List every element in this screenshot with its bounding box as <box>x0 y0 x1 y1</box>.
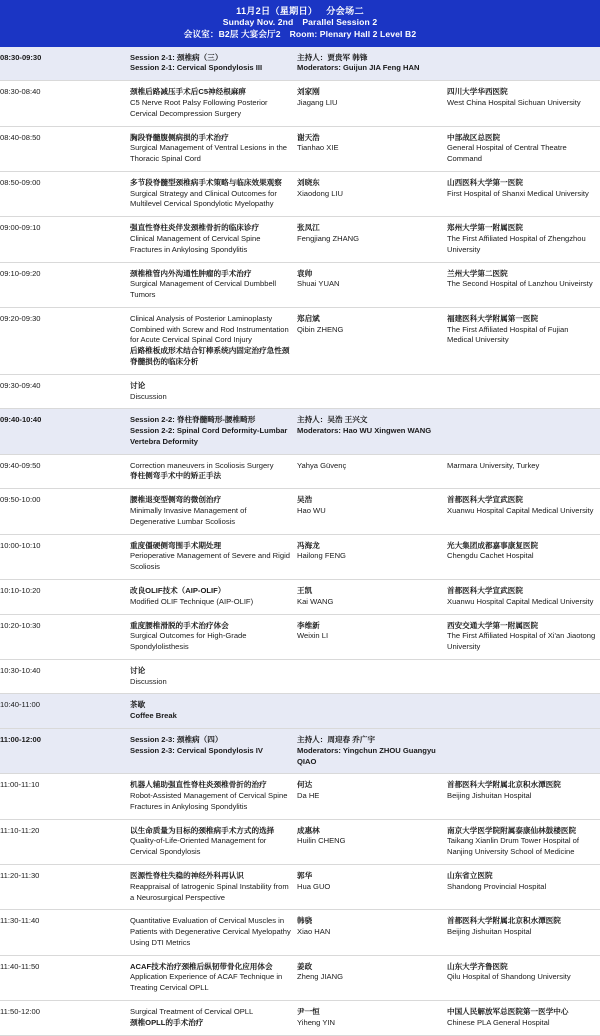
row-speaker <box>297 728 447 773</box>
row-speaker-zh: 姜政 <box>297 961 313 971</box>
row-affiliation-en: Qilu Hospital of Shandong University <box>447 972 571 982</box>
row-time: 10:00-10:10 <box>0 540 41 550</box>
row-title-en: Discussion <box>130 391 167 401</box>
row-affiliation <box>447 1001 600 1036</box>
row-speaker-zh: 张凤江 <box>297 223 320 233</box>
row-affiliation <box>447 126 600 171</box>
row-title <box>130 81 297 126</box>
row-time: 09:00-09:10 <box>0 223 41 233</box>
row-title <box>130 728 297 773</box>
row-title-zh: 腰椎退变型侧弯的微创治疗 <box>130 495 222 505</box>
talk-row <box>0 454 600 489</box>
row-affiliation-en: Taikang Xianlin Drum Tower Hospital of Nanjing University School of Medicine <box>447 836 579 857</box>
row-title <box>130 489 297 534</box>
row-title-en: Session 2-3: Cervical Spondylosis IV <box>130 745 263 755</box>
row-speaker-zh: 王凯 <box>297 585 313 595</box>
row-affiliation <box>447 217 600 262</box>
row-title-en: Surgical Management of Cervical Dumbbell Tumors <box>130 279 277 300</box>
row-title-en: Surgical Outcomes for High-Grade Spondylolisthesis <box>130 631 247 652</box>
row-speaker <box>297 454 447 489</box>
row-title-zh: 讨论 <box>130 665 146 675</box>
row-speaker-en: Yiheng YIN <box>297 1017 335 1027</box>
row-affiliation-zh: 郑州大学第一附属医院 <box>447 223 523 233</box>
row-title <box>130 955 297 1000</box>
row-speaker-en: Hua GUO <box>297 881 331 891</box>
row-title-en: C5 Nerve Root Palsy Following Posterior Cervical Decompression Surgery <box>130 97 268 118</box>
row-speaker <box>297 579 447 614</box>
row-time: 09:50-10:00 <box>0 495 41 505</box>
row-title-zh: 脊柱侧弯手术中的矫正手法 <box>130 471 222 481</box>
row-title-en: Session 2-2: Spinal Cord Deformity-Lumbar Vertebra Deformity <box>130 426 288 446</box>
row-speaker-en: Yahya Güvenç <box>297 460 347 470</box>
row-affiliation-en: Chinese PLA General Hospital <box>447 1017 550 1027</box>
row-speaker-en: Hao WU <box>297 506 326 516</box>
row-speaker <box>297 374 447 409</box>
row-speaker-en: Kai WANG <box>297 596 334 606</box>
row-time: 08:50-09:00 <box>0 177 41 187</box>
row-title-zh: 茶歇 <box>130 700 146 710</box>
row-title-zh: Session 2-1: 颈椎病（三） <box>130 52 223 62</box>
row-title-en: Quantitative Evaluation of Cervical Muscles in Patients with Degenerative Cervical Myelopathy Using DTI Metrics <box>130 916 291 947</box>
row-title <box>130 659 297 694</box>
talk-row <box>0 126 600 171</box>
row-title-en: Modified OLIF Technique (AIP-OLIF) <box>130 596 254 606</box>
banner-date-text: 11月2日（星期日） <box>236 6 318 16</box>
row-affiliation <box>447 47 600 81</box>
row-title <box>130 409 297 454</box>
row-time: 08:40-08:50 <box>0 132 41 142</box>
row-title-zh: 医源性脊柱失稳的神经外科再认识 <box>130 871 244 881</box>
row-speaker-en: Tianhao XIE <box>297 143 339 153</box>
row-title-zh: Session 2-3: 颈椎病（四） <box>130 734 223 744</box>
row-title-zh: ACAF技术治疗颈椎后纵韧带骨化应用体会 <box>130 961 273 971</box>
row-time: 09:40-09:50 <box>0 460 41 470</box>
row-speaker <box>297 126 447 171</box>
talk-row <box>0 910 600 955</box>
session-header-row <box>0 47 600 81</box>
row-time: 09:10-09:20 <box>0 268 41 278</box>
row-title <box>130 865 297 910</box>
row-speaker <box>297 47 447 81</box>
row-speaker-en: Moderators: Hao WU Xingwen WANG <box>297 426 432 436</box>
row-time: 11:30-11:40 <box>0 916 40 926</box>
row-speaker <box>297 1001 447 1036</box>
row-affiliation-zh: 山东大学齐鲁医院 <box>447 961 508 971</box>
row-title <box>130 774 297 819</box>
row-affiliation-en: West China Hospital Sichuan University <box>447 97 581 107</box>
talk-row <box>0 217 600 262</box>
row-speaker-zh: 刘晓东 <box>297 177 320 187</box>
row-title-zh: 机器人辅助强直性脊柱炎颈椎骨折的治疗 <box>130 780 267 790</box>
row-title <box>130 694 297 729</box>
row-affiliation <box>447 910 600 955</box>
talk-row <box>0 171 600 216</box>
banner-date-zh <box>0 5 600 17</box>
row-affiliation-en: The First Affiliated Hospital of Fujian Medical University <box>447 324 569 345</box>
row-title <box>130 579 297 614</box>
row-time: 09:40-10:40 <box>0 415 42 425</box>
row-title-en: Surgical Management of Ventral Lesions in the Thoracic Spinal Cord <box>130 143 288 164</box>
row-speaker-en: Huilin CHENG <box>297 836 346 846</box>
row-title-zh: 颈椎后路减压手术后C5神经根麻痹 <box>130 87 247 97</box>
row-speaker <box>297 659 447 694</box>
row-title-zh: 胸段脊髓腹侧病损的手术治疗 <box>130 132 229 142</box>
row-speaker-zh: 主持人：周迎春 乔广宇 <box>297 734 376 744</box>
row-title <box>130 307 297 374</box>
row-affiliation-en: The Second Hospital of Lanzhou Univeirsty <box>447 279 593 289</box>
row-affiliation-en: General Hospital of Central Theatre Command <box>447 143 567 164</box>
row-affiliation-zh: 首都医科大学宣武医院 <box>447 495 523 505</box>
row-title <box>130 910 297 955</box>
row-title-zh: 讨论 <box>130 380 146 390</box>
row-affiliation-en: The First Affiliated Hospital of Xi'an Jiaotong University <box>447 631 596 652</box>
row-title <box>130 262 297 307</box>
row-title <box>130 171 297 216</box>
talk-row <box>0 1001 600 1036</box>
row-affiliation <box>447 534 600 579</box>
row-time: 11:10-11:20 <box>0 825 40 835</box>
row-speaker-en: Weixin LI <box>297 631 329 641</box>
row-time: 08:30-08:40 <box>0 87 41 97</box>
talk-row <box>0 865 600 910</box>
schedule-table <box>0 47 600 1036</box>
row-speaker-zh: 主持人：吴浩 王兴文 <box>297 415 368 425</box>
row-title-en: Surgical Treatment of Cervical OPLL <box>130 1007 254 1017</box>
row-time: 10:30-10:40 <box>0 665 41 675</box>
row-title <box>130 454 297 489</box>
row-speaker-zh: 郑启斌 <box>297 313 320 323</box>
banner-session-en: Parallel Session 2 <box>302 17 378 28</box>
row-affiliation-en: First Hospital of Shanxi Medical University <box>447 188 589 198</box>
row-speaker <box>297 865 447 910</box>
banner-date-en <box>0 17 600 29</box>
row-speaker-en: Qibin ZHENG <box>297 324 344 334</box>
row-speaker <box>297 614 447 659</box>
row-affiliation-zh: 首都医科大学宣武医院 <box>447 585 523 595</box>
row-title-en: Robot-Assisted Management of Cervical Spine Fractures in Ankylosing Spondylitis <box>130 791 288 811</box>
row-title <box>130 614 297 659</box>
row-title-en: Session 2-1: Cervical Spondylosis III <box>130 63 263 73</box>
row-speaker-en: Jiagang LIU <box>297 97 338 107</box>
row-title-zh: Session 2-2: 脊柱脊髓畸形-腰椎畸形 <box>130 415 256 425</box>
row-title-zh: 多节段脊髓型颈椎病手术策略与临床效果观察 <box>130 177 282 187</box>
row-affiliation-en: Xuanwu Hospital Capital Medical University <box>447 506 594 516</box>
talk-row <box>0 307 600 374</box>
talk-row <box>0 489 600 534</box>
row-speaker-en: Moderators: Yingchun ZHOU Guangyu QIAO <box>297 745 436 766</box>
row-title-zh: 重度腰椎滑脱的手术治疗体会 <box>130 620 229 630</box>
row-affiliation-en: Chengdu Cachet Hospital <box>447 551 534 561</box>
talk-row <box>0 262 600 307</box>
row-title <box>130 374 297 409</box>
row-title-zh: 颈椎椎管内外沟通性肿瘤的手术治疗 <box>130 268 252 278</box>
row-speaker-en: Shuai YUAN <box>297 279 340 289</box>
row-affiliation-zh: 四川大学华西医院 <box>447 87 508 97</box>
banner-room-zh: 会议室：B2层 大宴会厅2 <box>183 29 281 40</box>
row-title <box>130 534 297 579</box>
row-time: 09:20-09:30 <box>0 313 41 323</box>
row-speaker-zh: 郭华 <box>297 871 313 881</box>
row-affiliation-en: Beijing Jishuitan Hospital <box>447 791 532 801</box>
row-affiliation-en: Xuanwu Hospital Capital Medical University <box>447 596 594 606</box>
row-title-zh: 强直性脊柱炎伴发颈椎骨折的临床诊疗 <box>130 223 260 233</box>
row-speaker <box>297 262 447 307</box>
row-affiliation-zh: 首都医科大学附属北京积水潭医院 <box>447 916 561 926</box>
row-title <box>130 217 297 262</box>
row-affiliation-zh: 山西医科大学第一医院 <box>447 177 523 187</box>
banner-room-en: Room: Plenary Hall 2 Level B2 <box>289 29 417 40</box>
row-affiliation <box>447 81 600 126</box>
session-banner <box>0 0 600 47</box>
discussion-row <box>0 374 600 409</box>
row-title <box>130 819 297 864</box>
row-speaker-zh: 吴浩 <box>297 495 313 505</box>
row-affiliation-zh: 山东省立医院 <box>447 871 493 881</box>
banner-date-en-text: Sunday Nov. 2nd <box>222 17 294 28</box>
row-speaker <box>297 81 447 126</box>
row-affiliation <box>447 728 600 773</box>
row-speaker <box>297 910 447 955</box>
row-speaker-zh: 尹一恒 <box>297 1007 320 1017</box>
row-time: 10:20-10:30 <box>0 620 41 630</box>
row-time: 11:40-11:50 <box>0 961 40 971</box>
row-speaker-en: Moderators: Guijun JIA Feng HAN <box>297 63 420 73</box>
row-affiliation <box>447 489 600 534</box>
row-affiliation-en: The First Affiliated Hospital of Zhengzhou University <box>447 233 586 254</box>
banner-venue-zh: 分会场二 <box>326 6 364 16</box>
talk-row <box>0 534 600 579</box>
row-title-en: Application Experience of ACAF Technique in Treating Cervical OPLL <box>130 972 283 993</box>
row-speaker-zh: 袁帅 <box>297 268 313 278</box>
talk-row <box>0 774 600 819</box>
row-title-en: Clinical Management of Cervical Spine Fractures in Ankylosing Spondylitis <box>130 233 261 254</box>
row-speaker-zh: 冯海龙 <box>297 540 320 550</box>
session-header-row <box>0 409 600 454</box>
row-speaker-zh: 谢天浩 <box>297 132 320 142</box>
row-affiliation-en: Marmara University, Turkey <box>447 460 540 470</box>
row-speaker <box>297 955 447 1000</box>
row-speaker-zh: 韩骁 <box>297 916 313 926</box>
row-affiliation <box>447 262 600 307</box>
row-speaker-en: Hailong FENG <box>297 551 346 561</box>
discussion-row <box>0 659 600 694</box>
row-affiliation-zh: 西安交通大学第一附属医院 <box>447 620 539 630</box>
row-speaker-en: Xiao HAN <box>297 927 331 937</box>
talk-row <box>0 614 600 659</box>
row-affiliation <box>447 409 600 454</box>
row-speaker <box>297 489 447 534</box>
row-speaker <box>297 171 447 216</box>
row-affiliation <box>447 614 600 659</box>
row-title-en: Clinical Analysis of Posterior Laminoplasty Combined with Screw and Rod Instrumentation for Acute Cervical Spinal Cord Injury <box>130 313 289 345</box>
row-speaker-en: Fengjiang ZHANG <box>297 233 360 243</box>
row-affiliation <box>447 694 600 729</box>
row-affiliation <box>447 659 600 694</box>
row-title <box>130 1001 297 1036</box>
row-time: 11:00-12:00 <box>0 734 41 744</box>
row-speaker-en: Da HE <box>297 791 320 801</box>
row-title-en: Coffee Break <box>130 711 177 721</box>
schedule-body <box>0 47 600 1036</box>
session-header-row <box>0 728 600 773</box>
row-speaker-en: Xiaodong LIU <box>297 188 344 198</box>
row-speaker-zh: 主持人：贾贵军 韩锋 <box>297 52 368 62</box>
row-title-en: Reappraisal of Iatrogenic Spinal Instability from a Neurosurgical Perspective <box>130 881 289 902</box>
row-speaker <box>297 534 447 579</box>
row-affiliation-zh: 南京大学医学院附属泰康仙林鼓楼医院 <box>447 825 577 835</box>
row-affiliation-zh: 首都医科大学附属北京积水潭医院 <box>447 780 561 790</box>
row-time: 11:20-11:30 <box>0 871 40 881</box>
row-speaker <box>297 409 447 454</box>
row-affiliation <box>447 454 600 489</box>
row-speaker <box>297 819 447 864</box>
row-speaker <box>297 694 447 729</box>
row-affiliation <box>447 819 600 864</box>
row-affiliation <box>447 374 600 409</box>
row-title <box>130 126 297 171</box>
row-title-zh: 后路椎板成形术结合钉棒系统内固定治疗急性颈脊髓损伤的临床分析 <box>130 346 290 367</box>
row-title <box>130 47 297 81</box>
row-time: 09:30-09:40 <box>0 380 41 390</box>
talk-row <box>0 819 600 864</box>
banner-room <box>0 29 600 41</box>
row-title-en: Perioperative Management of Severe and Rigid Scoliosis <box>130 551 290 572</box>
row-affiliation-zh: 兰州大学第二医院 <box>447 268 508 278</box>
row-affiliation <box>447 171 600 216</box>
row-speaker-en: Zheng JIANG <box>297 972 344 982</box>
talk-row <box>0 81 600 126</box>
row-time: 10:10-10:20 <box>0 585 41 595</box>
row-speaker <box>297 217 447 262</box>
row-affiliation <box>447 955 600 1000</box>
row-time: 11:00-11:10 <box>0 780 40 790</box>
row-affiliation <box>447 307 600 374</box>
talk-row <box>0 579 600 614</box>
row-affiliation-en: Beijing Jishuitan Hospital <box>447 927 532 937</box>
row-speaker <box>297 774 447 819</box>
row-affiliation-zh: 光大集团成都嘉事康复医院 <box>447 540 539 550</box>
row-affiliation <box>447 865 600 910</box>
row-title-zh: 重度僵硬侧弯围手术期处理 <box>130 540 222 550</box>
row-affiliation <box>447 579 600 614</box>
row-speaker-zh: 何达 <box>297 780 313 790</box>
row-affiliation-zh: 中部战区总医院 <box>447 132 501 142</box>
row-title-en: Discussion <box>130 676 167 686</box>
row-title-en: Correction maneuvers in Scoliosis Surgery <box>130 460 274 470</box>
row-time: 08:30-09:30 <box>0 52 42 62</box>
row-title-zh: 颈椎OPLL的手术治疗 <box>130 1017 204 1027</box>
row-speaker-zh: 李维新 <box>297 620 320 630</box>
row-affiliation <box>447 774 600 819</box>
row-title-en: Quality-of-Life-Oriented Management for Cervical Spondylosis <box>130 836 267 857</box>
row-title-en: Surgical Strategy and Clinical Outcomes for Multilevel Cervical Spondylotic Myelopathy <box>130 188 277 209</box>
row-title-zh: 以生命质量为目标的颈椎病手术方式的选择 <box>130 825 275 835</box>
row-title-zh: 改良OLIF技术（AIP-OLIF） <box>130 585 226 595</box>
row-affiliation-en: Shandong Provincial Hospital <box>447 881 547 891</box>
row-affiliation-zh: 福建医科大学附属第一医院 <box>447 313 539 323</box>
talk-row <box>0 955 600 1000</box>
row-title-en: Minimally Invasive Management of Degenerative Lumbar Scoliosis <box>130 506 247 526</box>
row-speaker <box>297 307 447 374</box>
break-row <box>0 694 600 729</box>
row-speaker-zh: 刘家刚 <box>297 87 320 97</box>
row-time: 11:50-12:00 <box>0 1007 40 1017</box>
row-speaker-zh: 成惠林 <box>297 825 320 835</box>
row-time: 10:40-11:00 <box>0 700 40 710</box>
row-affiliation-zh: 中国人民解放军总医院第一医学中心 <box>447 1007 569 1017</box>
